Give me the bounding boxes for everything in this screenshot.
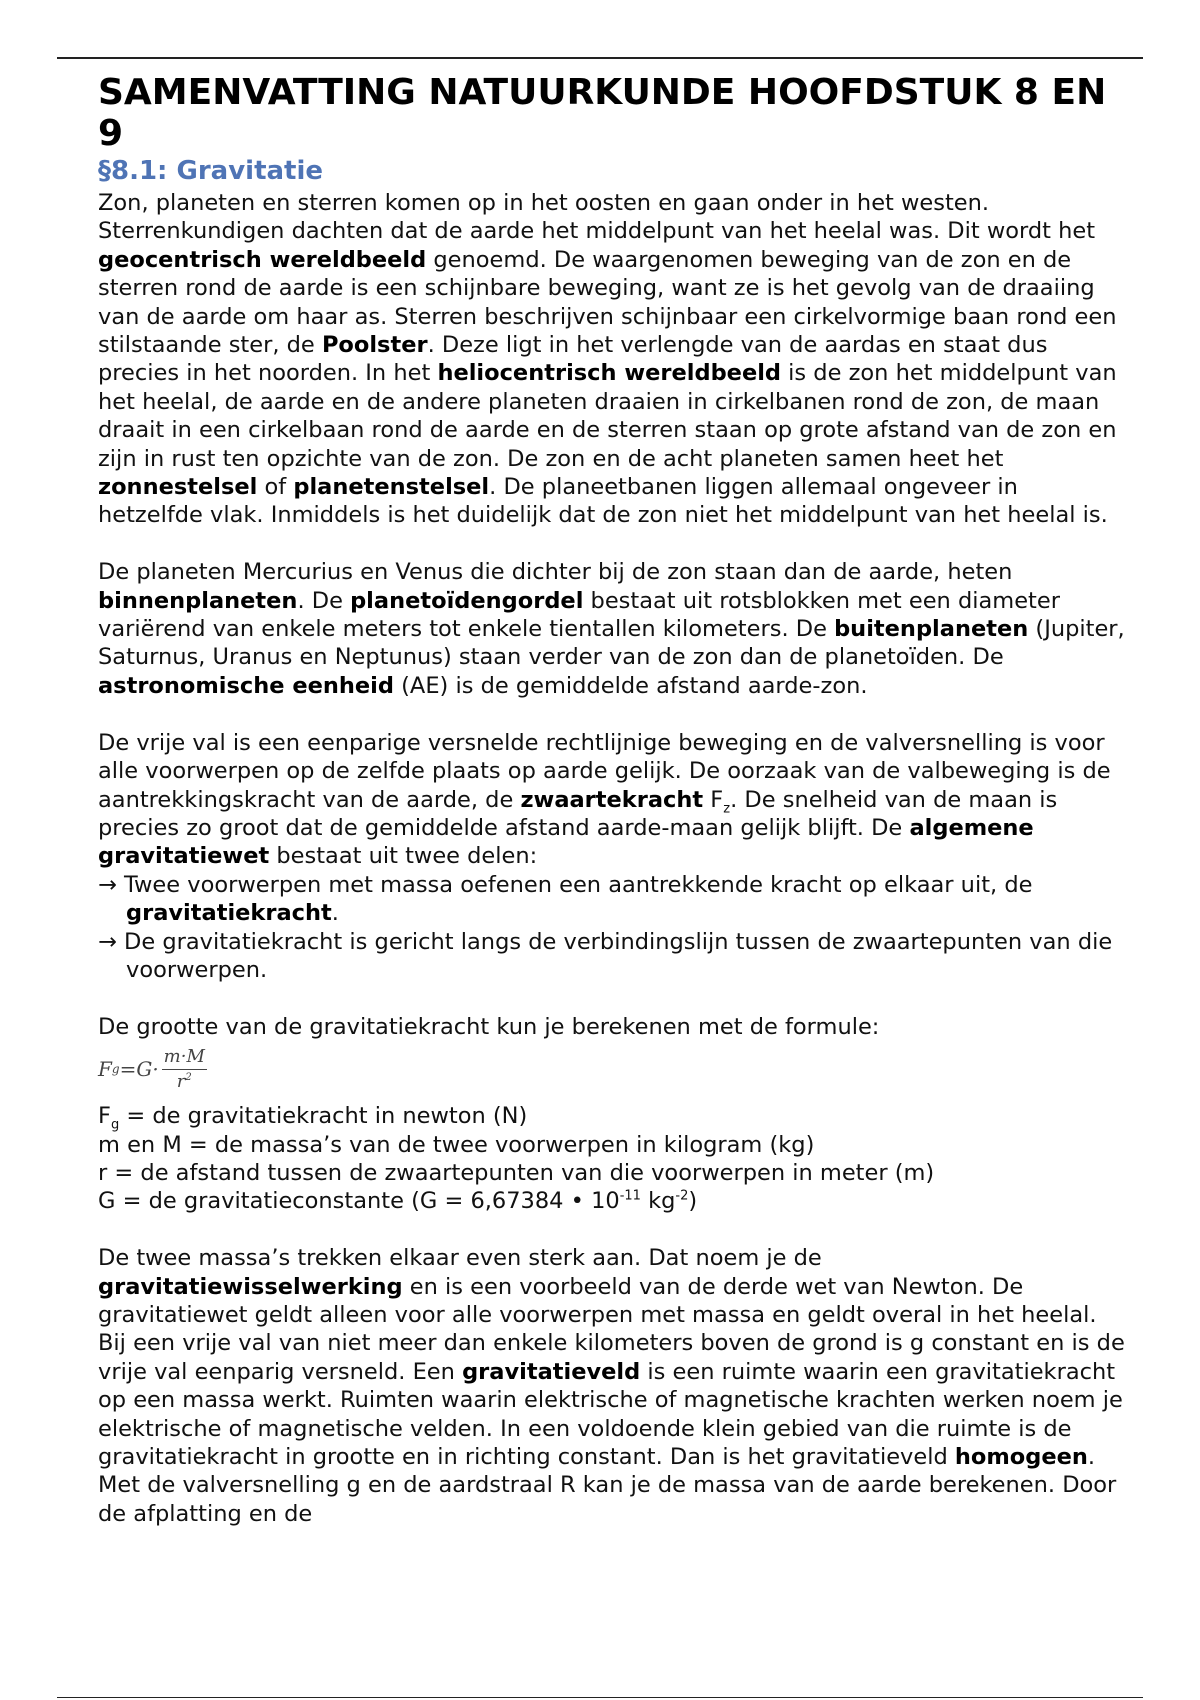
paragraph-gap: [98, 984, 1128, 1012]
paragraph-worldview: [98, 189, 1128, 530]
term-zwaartekracht: zwaartekracht: [520, 786, 704, 813]
page-title: SAMENVATTING NATUURKUNDE HOOFDSTUK 8 EN 9: [98, 72, 1107, 154]
formula-denominator-base: r: [176, 1070, 186, 1092]
definition-constant: [98, 1187, 1128, 1215]
formula-lhs: F: [98, 1056, 112, 1081]
paragraph-gap: [98, 1216, 1128, 1244]
definition-fg: [98, 1102, 1128, 1133]
term-astronomische-eenheid: astronomische eenheid: [98, 672, 394, 699]
term-poolster: Poolster: [321, 332, 428, 359]
formula-denominator-exponent: 2: [185, 1071, 192, 1083]
top-rule: [57, 57, 1143, 59]
paragraph-gap: [98, 700, 1128, 728]
superscript: -2: [675, 1188, 689, 1204]
text-run: ): [688, 1188, 698, 1215]
formula-numerator: m·M: [162, 1046, 207, 1070]
text-run: is de zon het middelpunt van het heelal, de aarde en de andere planeten draaien in cirkelbanen rond de zon, de maan draait in een cirkelbaan rond de aarde en de sterren staan op grote afstand van de zon en zijn in rust ten opzichte van de zon. De zon en de acht planeten samen heet het: [98, 360, 1117, 472]
document-body: [98, 72, 1128, 1528]
term-heliocentrisch: heliocentrisch wereldbeeld: [437, 360, 782, 387]
paragraph-formula-intro: De grootte van de gravitatiekracht kun je berekenen met de formule:: [98, 1013, 880, 1040]
text-run: F: [703, 786, 724, 813]
text-run: . De: [297, 587, 351, 614]
bottom-rule: [57, 1697, 1143, 1698]
term-binnenplaneten: binnenplaneten: [98, 587, 298, 614]
paragraph-gap: [98, 530, 1128, 558]
term-gravitatieveld: gravitatieveld: [462, 1358, 641, 1385]
term-buitenplaneten: buitenplaneten: [834, 616, 1029, 643]
text-run: . De planeetbanen liggen allemaal ongeveer in hetzelfde vlak. Inmiddels is het duidelijk dat de zon niet het middelpunt van het heelal is.: [98, 474, 1108, 529]
text-run: of: [257, 474, 294, 501]
term-geocentrisch: geocentrisch wereldbeeld: [98, 246, 427, 273]
text-run: → Twee voorwerpen met massa oefenen een aantrekkende kracht op elkaar uit, de: [98, 871, 1033, 898]
term-algemene-gravitatiewet: algemene gravitatiewet: [98, 814, 1034, 870]
term-gravitatiewisselwerking: gravitatiewisselwerking: [98, 1273, 403, 1300]
definition-distance: r = de afstand tussen de zwaartepunten van die voorwerpen in meter (m): [98, 1159, 935, 1186]
gravitation-formula: F g =G· $\frac{m\cdot M}{r^2}$: [98, 1045, 205, 1092]
term-planetoidengordel: planetoïdengordel: [350, 587, 584, 614]
text-run: .: [331, 900, 339, 927]
subscript: g: [110, 1117, 120, 1133]
section-heading: §8.1: Gravitatie: [98, 156, 324, 186]
paragraph-field: [98, 1244, 1128, 1528]
text-run: De planeten Mercurius en Venus die dichter bij de zon staan dan de aarde, heten: [98, 559, 1013, 586]
text-run: . Met de valversnelling g en de aardstraal R kan je de massa van de aarde berekenen. Door de afplatting en de: [98, 1444, 1117, 1527]
text-run: De twee massa’s trekken elkaar even sterk aan. Dat noem je de: [98, 1245, 822, 1272]
list-item: [98, 871, 1128, 928]
text-run: is een ruimte waarin een gravitatiekracht op een massa werkt. Ruimten waarin elektrische of magnetische krachten werken noem je elektrische of magnetische velden. In een voldoende klein gebied van die ruimte is de gravitatiekracht in grootte en in richting constant. Dan is het gravitatieveld: [98, 1358, 1123, 1470]
text-run: = de gravitatiekracht in newton (N): [119, 1103, 528, 1130]
definition-masses: m en M = de massa’s van de twee voorwerpen in kilogram (kg): [98, 1131, 815, 1158]
text-run: en is een voorbeeld van de derde wet van Newton. De gravitatiewet geldt alleen voor alle voorwerpen met massa en geldt overal in het heelal. Bij een vrije val van niet meer dan enkele kilometers boven de grond is g constant en is de vrije val eenparig versneld. Een: [98, 1273, 1125, 1385]
text-run: G = de gravitatieconstante (G = 6,67384 • 10: [98, 1188, 620, 1215]
text-run: kg: [640, 1188, 676, 1215]
formula-equals: =G·: [119, 1056, 159, 1081]
text-run: F: [98, 1103, 111, 1130]
text-run: De vrije val is een eenparige versnelde rechtlijnige beweging en de valversnelling is voor alle voorwerpen op de zelfde plaats op aarde gelijk. De oorzaak van de valbeweging is de aantrekkingskracht van de aarde, de: [98, 729, 1111, 813]
superscript: -11: [619, 1188, 641, 1204]
list-item: [98, 928, 1128, 985]
text-run: bestaat uit rotsblokken met een diameter variërend van enkele meters tot enkele tientallen kilometers. De: [98, 587, 1060, 643]
text-run: . De snelheid van de maan is precies zo groot dat de gemiddelde afstand aarde-maan gelijk blijft. De: [98, 786, 1058, 841]
term-zonnestelsel: zonnestelsel: [98, 474, 258, 501]
paragraph-planets: [98, 558, 1128, 700]
paragraph-free-fall: [98, 729, 1128, 871]
text-run: bestaat uit twee delen:: [269, 843, 538, 870]
text-run: → De gravitatiekracht is gericht langs de verbindingslijn tussen de zwaartepunten van die voorwerpen.: [98, 928, 1113, 983]
text-run: (Jupiter, Saturnus, Uranus en Neptunus) staan verder van de zon dan de planetoïden. De: [98, 616, 1125, 671]
text-run: (AE) is de gemiddelde afstand aarde-zon.: [394, 672, 868, 699]
formula-denominator: [177, 1070, 192, 1093]
formula-fraction: [162, 1046, 207, 1093]
term-homogeen: homogeen: [954, 1444, 1088, 1470]
term-gravitatiekracht: gravitatiekracht: [126, 900, 332, 927]
text-run: Zon, planeten en sterren komen op in het oosten en gaan onder in het westen. Sterrenkundigen dachten dat de aarde het middelpunt van het heelal was. Dit wordt het: [98, 190, 1096, 245]
term-planetenstelsel: planetenstelsel: [293, 474, 490, 501]
text-run: . Deze ligt in het verlengde van de aardas en staat dus precies in het noorden. In het: [98, 332, 1048, 387]
text-run: genoemd. De waargenomen beweging van de zon en de sterren rond de aarde is een schijnbare beweging, want ze is het gevolg van de draaiing van de aarde om haar as. Sterren beschrijven schijnbaar een cirkelvormige baan rond een stilstaande ster, de: [98, 246, 1117, 359]
subscript: z: [723, 801, 731, 816]
